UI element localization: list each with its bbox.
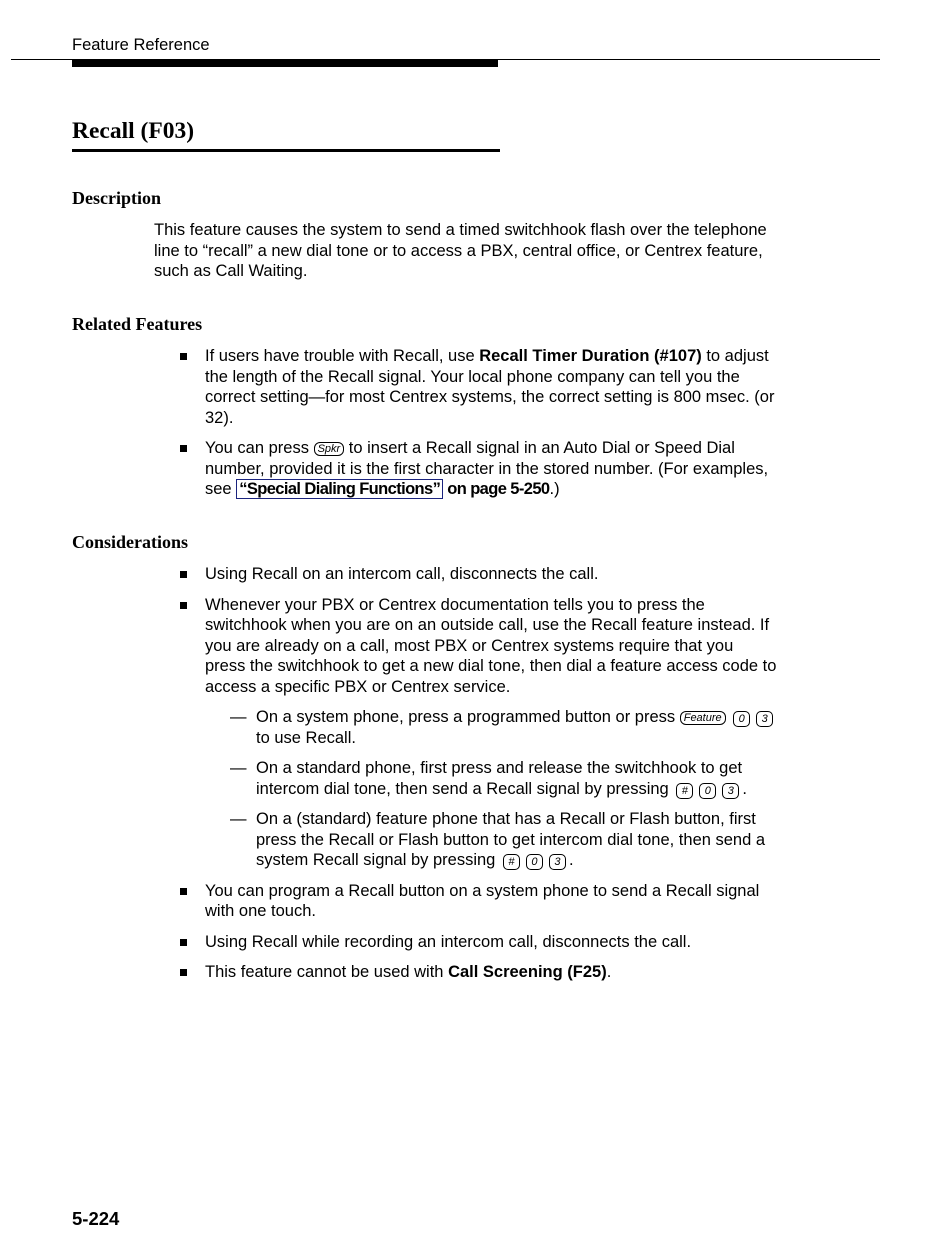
item-text: .) bbox=[549, 480, 560, 498]
item-text: . bbox=[568, 851, 574, 869]
description-heading: Description bbox=[72, 188, 161, 208]
item-text: to use Recall. bbox=[256, 728, 356, 747]
item-text: You can program a Recall button on a system phone to send a Recall signal with one touch. bbox=[205, 881, 760, 920]
bullet-icon bbox=[180, 969, 187, 976]
link-text[interactable]: “Special Dialing Functions” bbox=[236, 479, 443, 499]
sub-list bbox=[205, 707, 778, 871]
item-text: Whenever your PBX or Centrex documentation tells you to press the switchhook when you are on an outside call, use the Recall feature instead. If you are already on a call, most PBX or Centrex systems require that you press the switchhook to get a new dial tone, then dial a feature access code to access a specific PBX or Centrex service. bbox=[205, 595, 777, 696]
sub-list-item bbox=[205, 758, 778, 799]
item-text: If users have trouble with Recall, use bbox=[205, 347, 480, 365]
bullet-icon bbox=[180, 939, 187, 946]
special-dialing-link[interactable] bbox=[236, 479, 549, 499]
related-features-heading: Related Features bbox=[72, 314, 203, 334]
recall-timer-ref: Recall Timer Duration (#107) bbox=[479, 347, 702, 365]
key-3-icon: 3 bbox=[756, 711, 773, 727]
item-text: . bbox=[606, 963, 612, 981]
bullet-icon bbox=[180, 445, 187, 452]
page-number: 5-224 bbox=[72, 1208, 120, 1229]
list-item bbox=[178, 346, 778, 428]
bullet-icon bbox=[180, 602, 187, 609]
description-text: This feature causes the system to send a timed switchhook flash over the telephone line to “recall” a new dial tone or to access a PBX, central office, or Centrex feature, such as Call Waiting. bbox=[154, 221, 767, 280]
item-text: . bbox=[742, 779, 747, 798]
item-text: On a (standard) feature phone that has a Recall or Flash button, first press the Recall or Flash button to get intercom dial tone, then send a system Recall signal by pressing bbox=[256, 810, 766, 869]
dash-icon: — bbox=[230, 759, 247, 777]
dash-icon: — bbox=[230, 810, 247, 828]
key-3-icon: 3 bbox=[722, 783, 739, 799]
list-item bbox=[178, 595, 778, 871]
considerations-heading: Considerations bbox=[72, 532, 189, 552]
spkr-key-icon: Spkr bbox=[314, 442, 345, 456]
title-rule bbox=[72, 149, 500, 152]
item-text: On a system phone, press a programmed button or press bbox=[256, 708, 680, 726]
key-3-icon: 3 bbox=[549, 854, 566, 870]
list-item bbox=[178, 564, 778, 585]
bullet-icon bbox=[180, 888, 187, 895]
running-head: Feature Reference bbox=[72, 36, 210, 54]
link-page[interactable]: on page 5-250 bbox=[443, 480, 550, 498]
list-item bbox=[178, 438, 778, 500]
bullet-icon bbox=[180, 571, 187, 578]
item-text: This feature cannot be used with bbox=[205, 963, 449, 981]
item-text: You can press bbox=[205, 439, 314, 457]
dash-icon: — bbox=[230, 708, 247, 726]
key-0-icon: 0 bbox=[526, 854, 543, 870]
bullet-icon bbox=[180, 353, 187, 360]
key-hash-icon: # bbox=[503, 854, 520, 870]
key-hash-icon: # bbox=[676, 783, 693, 799]
item-text: Using Recall on an intercom call, disconnects the call. bbox=[205, 565, 599, 583]
feature-key-icon: Feature bbox=[680, 711, 726, 725]
list-item bbox=[178, 881, 778, 922]
list-item bbox=[178, 962, 778, 983]
header-rule-thick bbox=[72, 59, 498, 67]
key-0-icon: 0 bbox=[733, 711, 750, 727]
related-features-list bbox=[178, 346, 778, 510]
key-0-icon: 0 bbox=[699, 783, 716, 799]
list-item bbox=[178, 932, 778, 953]
page-title: Recall (F03) bbox=[72, 118, 195, 144]
item-text: to insert a Recall signal in an Auto Dial or Speed Dial number, provided it is the first character in the stored number. (For examples, see bbox=[205, 439, 769, 498]
considerations-list bbox=[178, 564, 778, 993]
item-text: On a standard phone, first press and release the switchhook to get intercom dial tone, then send a Recall signal by pressing bbox=[256, 759, 743, 798]
item-text: Using Recall while recording an intercom call, disconnects the call. bbox=[205, 932, 692, 951]
call-screening-ref: Call Screening (F25) bbox=[448, 963, 607, 981]
sub-list-item bbox=[205, 809, 778, 871]
item-text: to adjust the length of the Recall signal. Your local phone company can tell you the correct setting—for most Centrex systems, the correct setting is 800 msec. (or 32). bbox=[205, 347, 775, 427]
sub-list-item bbox=[205, 707, 778, 748]
